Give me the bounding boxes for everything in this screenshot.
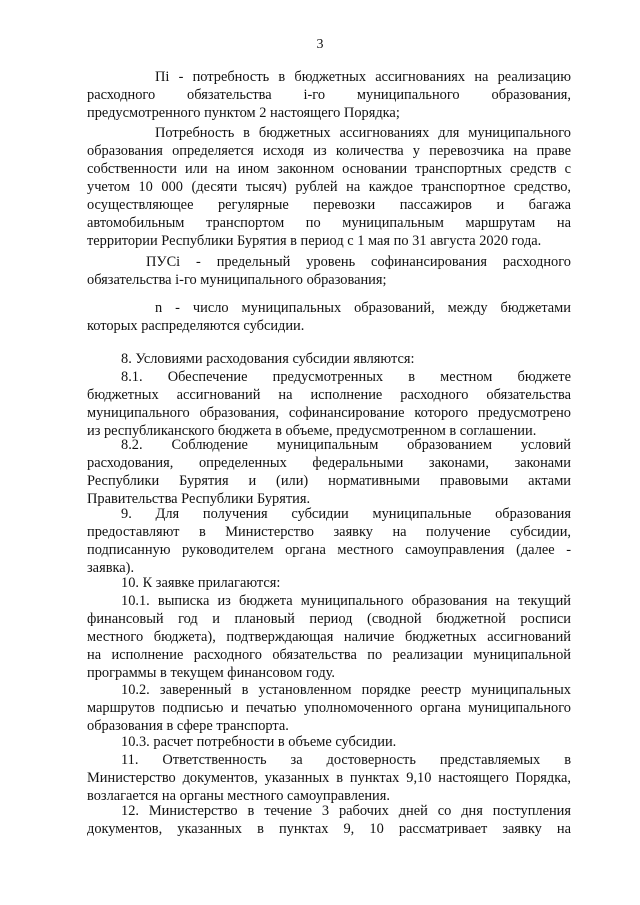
page-number: 3 xyxy=(316,37,324,52)
text-line: 8. Условиями расходования субсидии являются: xyxy=(121,351,415,367)
text-line: собственности или на ином законном основании транспортных средств с xyxy=(87,161,571,177)
text-line: 12. Министерство в течение 3 рабочих дней со дня поступления xyxy=(121,803,571,819)
text-line: на исполнение расходного обязательства по реализации муниципальной xyxy=(87,647,571,663)
paragraph-pi xyxy=(87,68,571,122)
text-line: возлагается на органы местного самоуправления. xyxy=(87,788,390,804)
text-line: Министерство документов, указанных в пунктах 9,10 настоящего Порядка, xyxy=(87,770,571,786)
text-line: автомобильным транспортом по муниципальным маршрутам на xyxy=(87,215,571,231)
text-line: образования в сфере транспорта. xyxy=(87,718,289,734)
text-line: заявка). xyxy=(87,560,135,576)
text-line: обязательства i-го муниципального образования; xyxy=(87,272,387,288)
text-line: предусмотренного пунктом 2 настоящего Порядка; xyxy=(87,105,400,121)
paragraph-10-3 xyxy=(87,733,571,751)
text-line: финансовый год и плановый период (сводной бюджетной росписи xyxy=(87,611,571,627)
text-line: предоставляют в Министерство заявку на получение субсидии, xyxy=(87,524,571,540)
text-line: 11. Ответственность за достоверность представляемых в xyxy=(121,752,571,768)
text-line: муниципального образования, софинансирование которого предусмотрено xyxy=(87,405,571,421)
paragraph-10-1 xyxy=(87,592,571,682)
text-line: 10.3. расчет потребности в объеме субсидии. xyxy=(121,734,397,750)
text-line: 8.1. Обеспечение предусмотренных в местном бюджете xyxy=(121,369,571,385)
text-line: подписанную руководителем органа местного самоуправления (далее - xyxy=(87,542,571,558)
paragraph-10-2 xyxy=(87,681,571,735)
text-line: бюджетных ассигнований на исполнение расходного обязательства xyxy=(87,387,571,403)
text-line: которых распределяются субсидии. xyxy=(87,318,305,334)
text-line: 9. Для получения субсидии муниципальные образования xyxy=(121,506,571,522)
text-line: Правительства Республики Бурятия. xyxy=(87,491,311,507)
text-line: из республиканского бюджета в объеме, предусмотренном в соглашении. xyxy=(87,423,537,439)
paragraph-n xyxy=(87,299,571,335)
paragraph-8-2 xyxy=(87,436,571,508)
text-line: 10. К заявке прилагаются: xyxy=(121,575,281,591)
paragraph-pusi xyxy=(87,253,571,289)
text-line: местного бюджета), подтверждающая наличие бюджетных ассигнований xyxy=(87,629,571,645)
text-line: n - число муниципальных образований, между бюджетами xyxy=(155,300,571,316)
paragraph-8-1 xyxy=(87,368,571,440)
text-line: программы в текущем финансовом году. xyxy=(87,665,335,681)
text-line: Пi - потребность в бюджетных ассигнованиях на реализацию xyxy=(155,69,571,85)
text-line: учетом 10 000 (десяти тысяч) рублей на каждое транспортное средство, xyxy=(87,179,571,195)
paragraph-11 xyxy=(87,751,571,805)
text-line: территории Республики Бурятия в период с 1 мая по 31 августа 2020 года. xyxy=(87,233,542,249)
text-line: Республики Бурятия и (или) нормативными правовыми актами xyxy=(87,473,571,489)
paragraph-12 xyxy=(87,802,571,838)
paragraph-9 xyxy=(87,505,571,577)
text-line: расходования, определенных федеральными законами, законами xyxy=(87,455,571,471)
text-line: расходного обязательства i-го муниципального образования, xyxy=(87,87,571,103)
text-line: документов, указанных в пунктах 9, 10 рассматривает заявку на xyxy=(87,821,571,837)
text-line: образования определяется исходя из количества у перевозчика на праве xyxy=(87,143,571,159)
text-line: ПУСi - предельный уровень софинансирования расходного xyxy=(146,254,571,270)
paragraph-10 xyxy=(87,574,571,592)
text-line: 8.2. Соблюдение муниципальным образованием условий xyxy=(121,437,571,453)
paragraph-need xyxy=(87,124,571,250)
text-line: маршрутов подписью и печатью уполномоченного органа муниципального xyxy=(87,700,571,716)
paragraph-8 xyxy=(87,350,571,368)
text-line: осуществляющее регулярные перевозки пассажиров и багажа xyxy=(87,197,571,213)
text-line: 10.2. заверенный в установленном порядке реестр муниципальных xyxy=(121,682,571,698)
text-line: Потребность в бюджетных ассигнованиях для муниципального xyxy=(155,125,571,141)
text-line: 10.1. выписка из бюджета муниципального образования на текущий xyxy=(121,593,571,609)
